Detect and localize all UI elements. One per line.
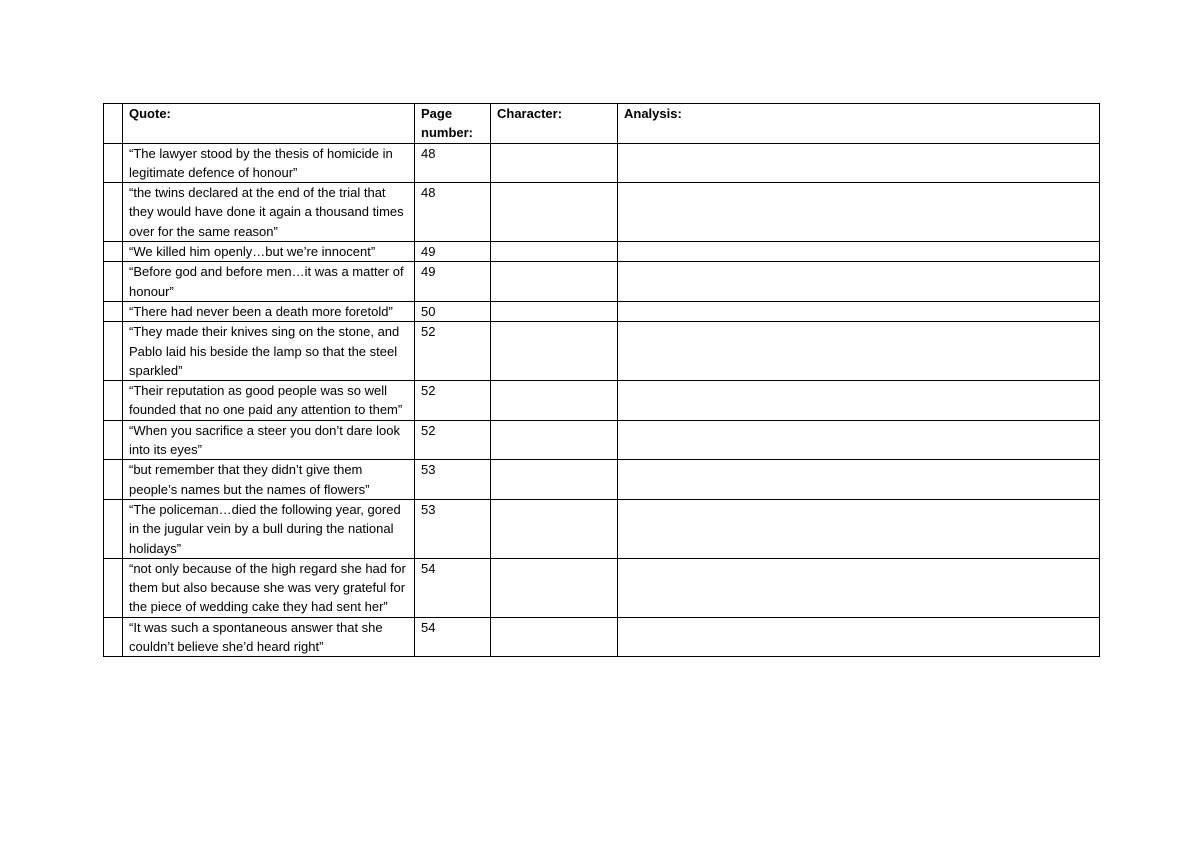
page-number-cell: 48 [415, 183, 491, 242]
character-cell[interactable] [491, 242, 618, 262]
row-selector-cell [104, 558, 123, 617]
character-header: Character: [491, 104, 618, 144]
analysis-cell[interactable] [618, 617, 1100, 657]
page-number-header [415, 104, 491, 144]
analysis-cell[interactable] [618, 381, 1100, 421]
table-row [104, 420, 1100, 460]
quote-cell: “We killed him openly…but we’re innocent” [123, 242, 415, 262]
analysis-cell[interactable] [618, 420, 1100, 460]
character-cell[interactable] [491, 381, 618, 421]
character-cell[interactable] [491, 460, 618, 500]
analysis-cell[interactable] [618, 183, 1100, 242]
table-row [104, 301, 1100, 321]
page-number-cell: 49 [415, 242, 491, 262]
quote-cell: “It was such a spontaneous answer that she couldn’t believe she’d heard right” [123, 617, 415, 657]
page-number-cell: 52 [415, 420, 491, 460]
table-row [104, 558, 1100, 617]
quote-cell: “the twins declared at the end of the trial that they would have done it again a thousand times over for the same reason” [123, 183, 415, 242]
quote-cell: “Before god and before men…it was a matter of honour” [123, 262, 415, 302]
character-cell[interactable] [491, 558, 618, 617]
page-number-cell: 52 [415, 381, 491, 421]
table-row [104, 617, 1100, 657]
row-selector-cell [104, 262, 123, 302]
header-row [104, 104, 1100, 144]
table-row [104, 183, 1100, 242]
row-selector-cell [104, 460, 123, 500]
character-cell[interactable] [491, 617, 618, 657]
row-selector-cell [104, 183, 123, 242]
table-row [104, 499, 1100, 558]
analysis-header: Analysis: [618, 104, 1100, 144]
quote-cell: “Their reputation as good people was so well founded that no one paid any attention to them” [123, 381, 415, 421]
table-row [104, 262, 1100, 302]
analysis-cell[interactable] [618, 143, 1100, 183]
page-number-cell: 54 [415, 558, 491, 617]
analysis-cell[interactable] [618, 322, 1100, 381]
page-header-line1: Page [421, 106, 453, 121]
analysis-cell[interactable] [618, 262, 1100, 302]
analysis-cell[interactable] [618, 301, 1100, 321]
row-selector-cell [104, 381, 123, 421]
row-selector-cell [104, 420, 123, 460]
character-cell[interactable] [491, 322, 618, 381]
character-cell[interactable] [491, 143, 618, 183]
character-cell[interactable] [491, 183, 618, 242]
character-cell[interactable] [491, 420, 618, 460]
page-number-cell: 48 [415, 143, 491, 183]
quote-cell: “The policeman…died the following year, gored in the jugular vein by a bull during the national holidays” [123, 499, 415, 558]
table-row [104, 460, 1100, 500]
table-row [104, 143, 1100, 183]
table-row [104, 242, 1100, 262]
quote-header: Quote: [123, 104, 415, 144]
quote-analysis-table [103, 103, 1100, 657]
row-selector-cell [104, 143, 123, 183]
quote-cell: “There had never been a death more foretold” [123, 301, 415, 321]
page-number-cell: 53 [415, 499, 491, 558]
quote-cell: “The lawyer stood by the thesis of homicide in legitimate defence of honour” [123, 143, 415, 183]
page-number-cell: 50 [415, 301, 491, 321]
row-selector-cell [104, 104, 123, 144]
page-number-cell: 52 [415, 322, 491, 381]
quote-cell: “not only because of the high regard she had for them but also because she was very grateful for the piece of wedding cake they had sent her” [123, 558, 415, 617]
analysis-cell[interactable] [618, 558, 1100, 617]
row-selector-cell [104, 301, 123, 321]
page-number-cell: 53 [415, 460, 491, 500]
quote-cell: “They made their knives sing on the stone, and Pablo laid his beside the lamp so that the steel sparkled” [123, 322, 415, 381]
page-header-line2: number: [421, 125, 473, 141]
character-cell[interactable] [491, 301, 618, 321]
page-number-cell: 49 [415, 262, 491, 302]
table-row [104, 381, 1100, 421]
page-number-cell: 54 [415, 617, 491, 657]
quote-cell: “When you sacrifice a steer you don’t dare look into its eyes” [123, 420, 415, 460]
table-row [104, 322, 1100, 381]
analysis-cell[interactable] [618, 499, 1100, 558]
character-cell[interactable] [491, 262, 618, 302]
analysis-cell[interactable] [618, 242, 1100, 262]
row-selector-cell [104, 322, 123, 381]
row-selector-cell [104, 499, 123, 558]
quote-cell: “but remember that they didn’t give them people’s names but the names of flowers” [123, 460, 415, 500]
character-cell[interactable] [491, 499, 618, 558]
analysis-cell[interactable] [618, 460, 1100, 500]
row-selector-cell [104, 617, 123, 657]
row-selector-cell [104, 242, 123, 262]
